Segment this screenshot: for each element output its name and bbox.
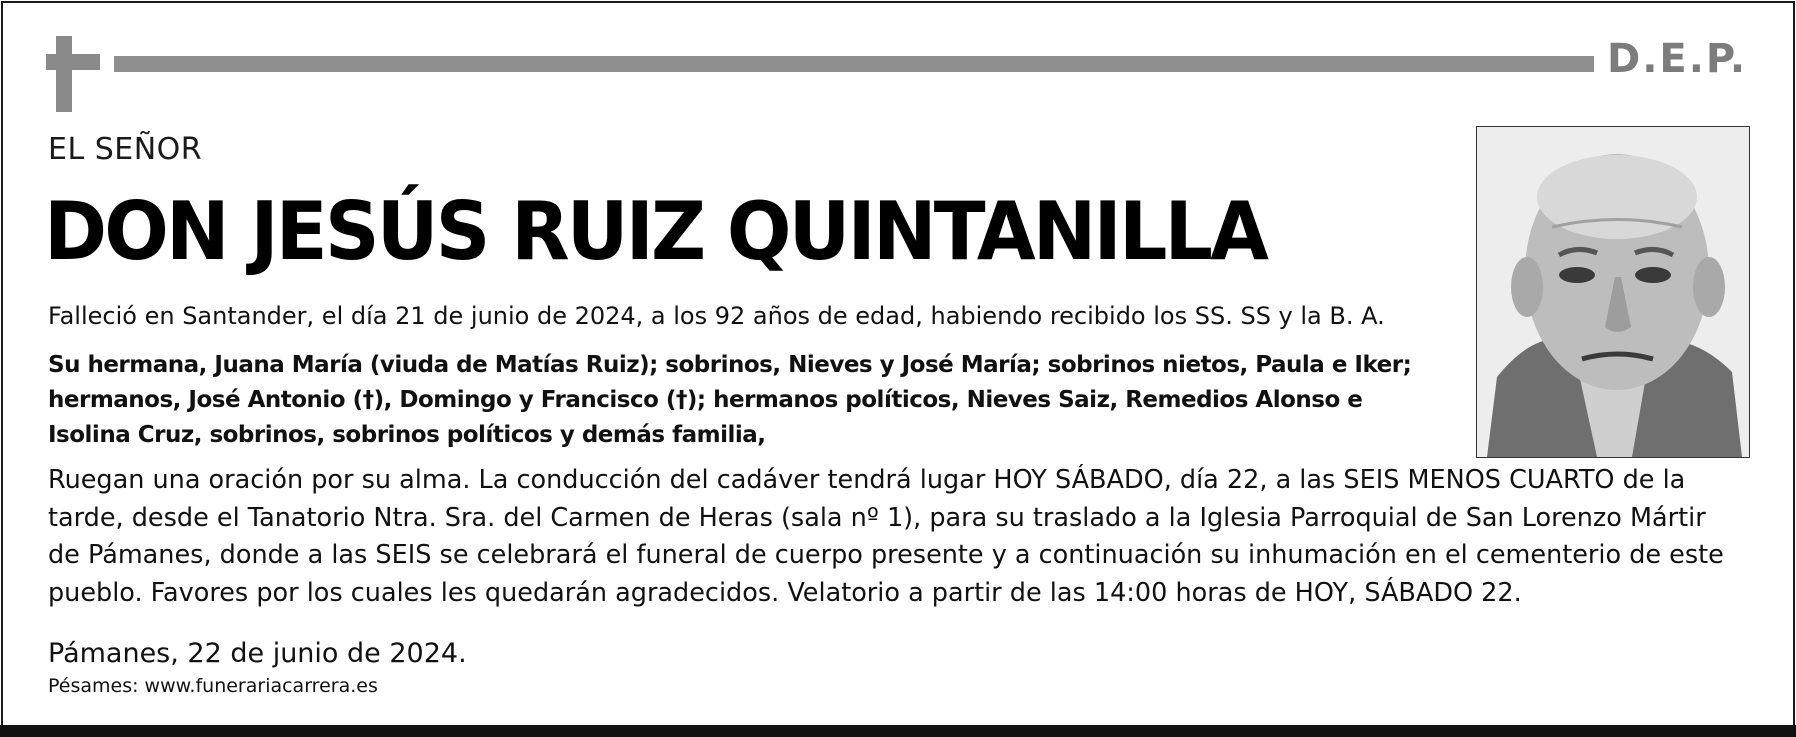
bottom-border bbox=[0, 725, 1796, 737]
family-line: Su hermana, Juana María (viuda de Matías Ruiz); sobrinos, Nieves y José María; sobrinos nietos, Paula e Iker; bbox=[48, 352, 1412, 378]
portrait-illustration bbox=[1477, 127, 1749, 457]
honorific: EL SEÑOR bbox=[48, 132, 203, 167]
header-rule bbox=[114, 56, 1594, 72]
death-notice: Falleció en Santander, el día 21 de junio de 2024, a los 92 años de edad, habiendo recibido los SS. SS y la B. A. bbox=[48, 302, 1385, 330]
service-line: pueblo. Favores por los cuales les quedarán agradecidos. Velatorio a partir de las 14:00 horas de HOY, SÁBADO 22. bbox=[48, 578, 1522, 608]
deceased-name: DON JESÚS RUIZ QUINTANILLA bbox=[44, 185, 1267, 278]
dep-label: D.E.P. bbox=[1607, 36, 1748, 82]
condolences-link[interactable]: Pésames: www.funerariacarrera.es bbox=[48, 675, 378, 697]
family-line: Isolina Cruz, sobrinos, sobrinos políticos y demás familia, bbox=[48, 422, 766, 448]
cross-icon-arm bbox=[46, 54, 100, 70]
service-line: Ruegan una oración por su alma. La conducción del cadáver tendrá lugar HOY SÁBADO, día 22, a las SEIS MENOS CUARTO de la bbox=[48, 465, 1686, 495]
portrait-photo bbox=[1476, 126, 1750, 458]
cross-icon bbox=[56, 36, 72, 112]
service-line: tarde, desde el Tanatorio Ntra. Sra. del Carmen de Heras (sala nº 1), para su traslado a la Iglesia Parroquial de San Lorenzo Mártir bbox=[48, 503, 1706, 533]
family-line: hermanos, José Antonio (†), Domingo y Francisco (†); hermanos políticos, Nieves Saiz, Remedios Alonso e bbox=[48, 387, 1363, 413]
place-date: Pámanes, 22 de junio de 2024. bbox=[48, 638, 467, 669]
service-line: de Pámanes, donde a las SEIS se celebrará el funeral de cuerpo presente y a continuación su inhumación en el cementerio de este bbox=[48, 540, 1724, 570]
